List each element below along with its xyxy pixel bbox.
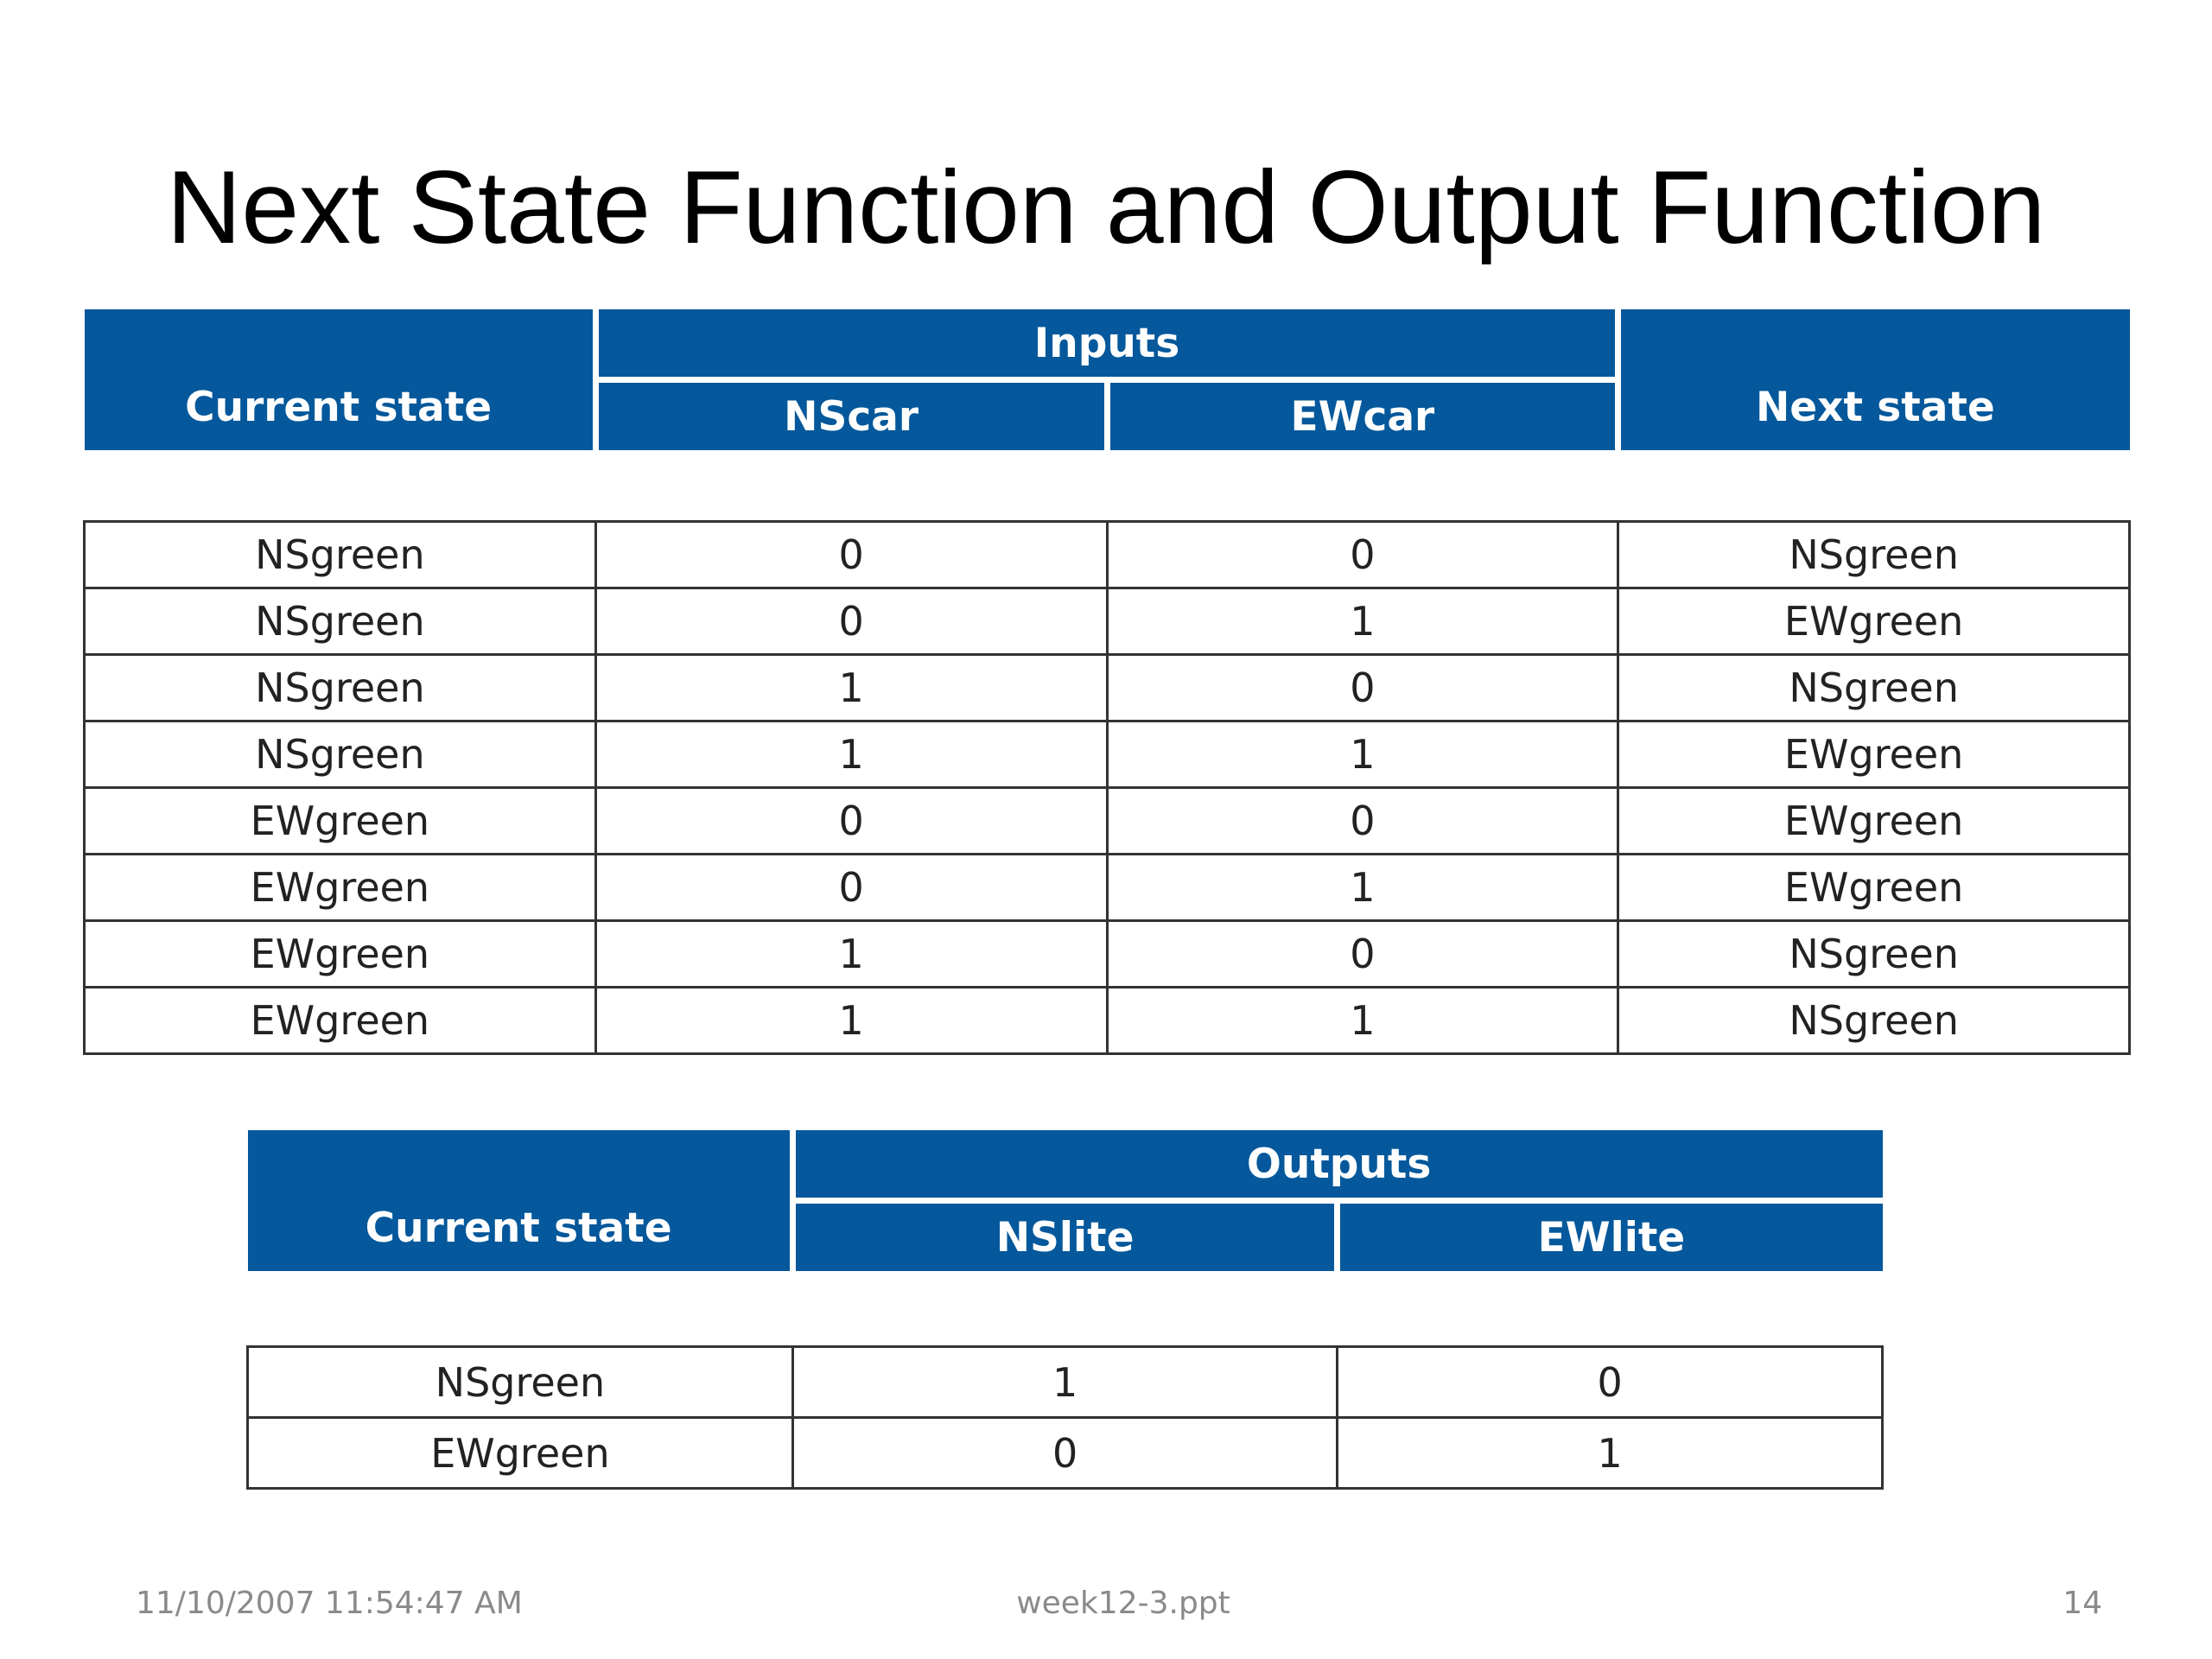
table-cell: EWgreen (85, 988, 596, 1054)
header-next-state: Next state (1618, 309, 2130, 454)
table-cell: EWgreen (1618, 855, 2130, 921)
table-cell: 1 (595, 988, 1107, 1054)
output-table (246, 1130, 1884, 1490)
footer-filename: week12-3.ppt (1016, 1586, 1230, 1621)
output-table-body (248, 1274, 1883, 1489)
table-cell: EWgreen (1618, 788, 2130, 855)
table-cell: 0 (1107, 522, 1618, 588)
table-row (248, 1418, 1883, 1489)
footer-date: 11/10/2007 11:54:47 AM (136, 1586, 523, 1621)
table-cell: 1 (792, 1347, 1338, 1418)
next-state-table (83, 309, 2131, 1055)
header-outputs: Outputs (792, 1130, 1882, 1201)
table-cell: EWgreen (85, 921, 596, 988)
table-cell: 1 (1107, 855, 1618, 921)
table-cell: EWgreen (85, 788, 596, 855)
table-cell: EWgreen (248, 1418, 793, 1489)
header-ewcar: EWcar (1107, 380, 1618, 454)
header-current-state: Current state (85, 309, 596, 454)
table-cell: 0 (792, 1418, 1338, 1489)
table-row (85, 522, 2130, 588)
table-cell: NSgreen (85, 655, 596, 721)
header-nslite: NSlite (792, 1201, 1338, 1274)
table-cell: 1 (1107, 721, 1618, 788)
table-cell: NSgreen (85, 588, 596, 655)
table-cell: 0 (595, 855, 1107, 921)
table-cell: NSgreen (1618, 988, 2130, 1054)
table-cell: 0 (1107, 921, 1618, 988)
table-cell: NSgreen (85, 522, 596, 588)
table-cell: NSgreen (85, 721, 596, 788)
table-row (85, 721, 2130, 788)
table-row (85, 655, 2130, 721)
table-row (85, 921, 2130, 988)
table-cell: NSgreen (1618, 921, 2130, 988)
table-cell: 0 (595, 588, 1107, 655)
table-cell: 0 (595, 522, 1107, 588)
footer-page-number: 14 (2063, 1586, 2102, 1621)
table-cell: 1 (595, 921, 1107, 988)
table-row (85, 588, 2130, 655)
header-nscar: NScar (595, 380, 1107, 454)
slide-title: Next State Function and Output Function (166, 149, 2046, 265)
table-row (85, 788, 2130, 855)
next-state-table-body (85, 454, 2130, 1054)
table-cell: 1 (1338, 1418, 1883, 1489)
table-cell: EWgreen (1618, 721, 2130, 788)
table-cell: 0 (1107, 788, 1618, 855)
table-cell: NSgreen (1618, 522, 2130, 588)
table-cell: 0 (1107, 655, 1618, 721)
table-row (248, 1347, 1883, 1418)
table-cell: EWgreen (85, 855, 596, 921)
header-ewlite: EWlite (1338, 1201, 1883, 1274)
table-row (85, 988, 2130, 1054)
table-cell: 1 (595, 721, 1107, 788)
table-cell: EWgreen (1618, 588, 2130, 655)
table-cell: 0 (595, 788, 1107, 855)
table-cell: 0 (1338, 1347, 1883, 1418)
table-cell: 1 (1107, 988, 1618, 1054)
table-cell: 1 (1107, 588, 1618, 655)
table-cell: 1 (595, 655, 1107, 721)
header-inputs: Inputs (595, 309, 1618, 380)
table-cell: NSgreen (1618, 655, 2130, 721)
table-cell: NSgreen (248, 1347, 793, 1418)
header-current-state: Current state (248, 1130, 793, 1274)
table-row (85, 855, 2130, 921)
